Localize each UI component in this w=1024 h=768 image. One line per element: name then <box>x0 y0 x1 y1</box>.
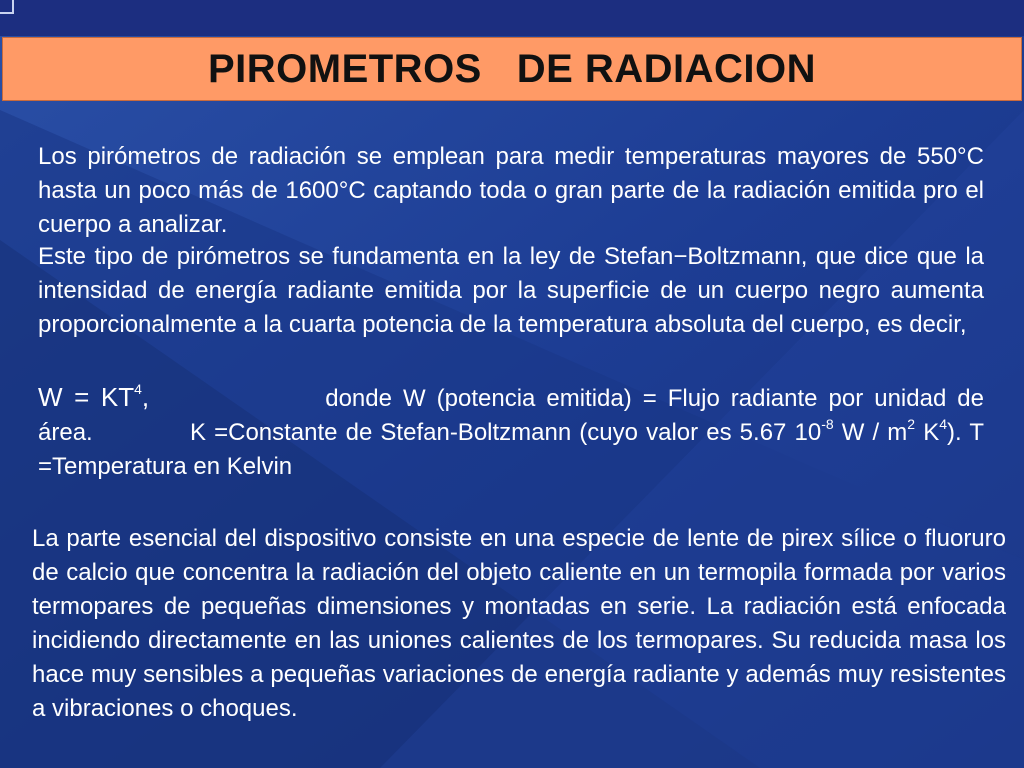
formula-temperature: ). T =Temperatura en Kelvin <box>38 419 985 480</box>
formula-k-exponent: -8 <box>821 416 834 432</box>
top-band <box>0 0 1024 36</box>
formula-w-text: W = KT <box>38 382 135 412</box>
corner-marker <box>0 0 14 14</box>
formula-w <box>38 382 149 412</box>
formula-block <box>38 380 984 484</box>
paragraph-device: La parte esencial del dispositivo consiste en una especie de lente de pirex sílice o fluoruro de calcio que concentra la radiación del objeto caliente en un termopila formada por varios termopares de pequeñas dimensiones y montadas en serie. La radiación está enfocada incidiendo directamente en las uniones calientes de los termopares. Su reducida masa los hace muy sensibles a pequeñas variaciones de energía radiante y además muy resistentes a vibraciones o choques. <box>32 525 1006 722</box>
formula-donde: donde W (potencia emitida) = Flujo radiante por unidad de área. <box>38 385 984 446</box>
formula-comma: , <box>141 382 150 412</box>
paragraph-stefan-boltzmann: Este tipo de pirómetros se fundamenta en la ley de Stefan−Boltzmann, que dice que la intensidad de energía radiante emitida por la superficie de un cuerpo negro aumenta proporcionalmente a la cuarta potencia de la temperatura absoluta del cuerpo, es decir, <box>38 243 984 338</box>
paragraph-intro: Los pirómetros de radiación se emplean para medir temperaturas mayores de 550°C hasta un poco más de 1600°C captando toda o gran parte de la radiación emitida pro el cuerpo a analizar. <box>38 143 984 238</box>
formula-units-k: K <box>915 419 940 446</box>
title-bar <box>2 37 1022 101</box>
formula-w-exponent: 4 <box>134 381 142 398</box>
formula-units-k-exponent: 4 <box>939 416 948 432</box>
formula-units-w: W / m <box>841 419 908 446</box>
formula-units-m-exponent: 2 <box>907 416 916 432</box>
formula-k: K =Constante de Stefan-Boltzmann (cuyo valor es 5.67 10 <box>189 419 822 446</box>
slide-title: PIROMETROS DE RADIACION <box>207 46 817 91</box>
